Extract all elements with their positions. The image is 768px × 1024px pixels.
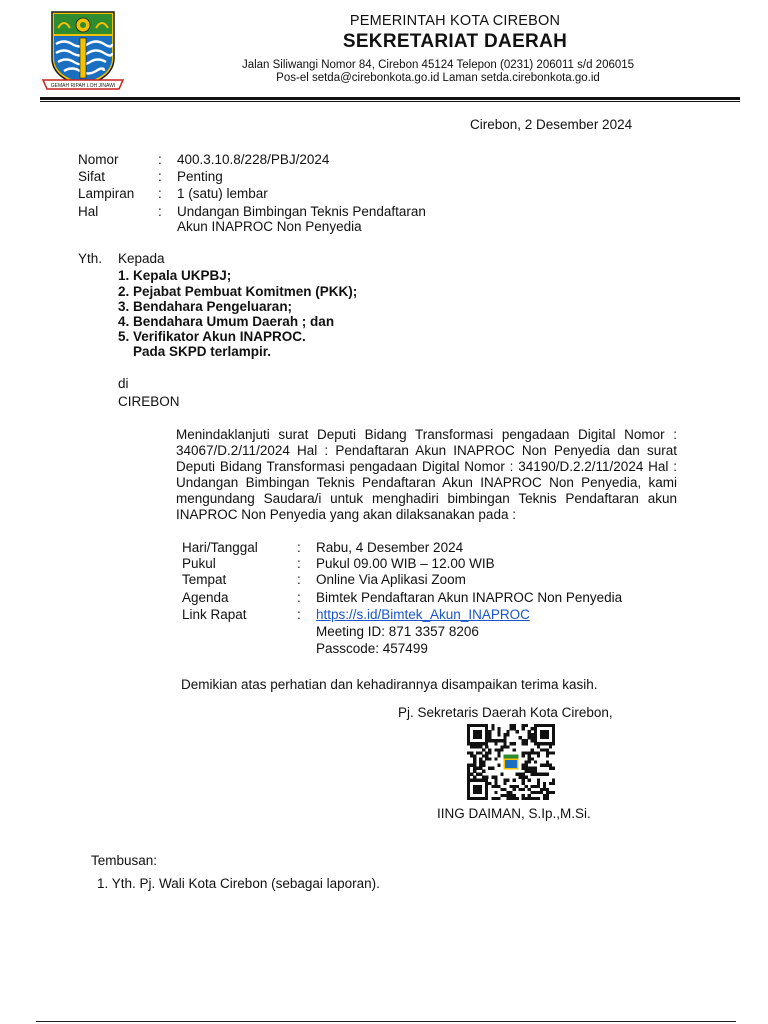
- schedule-label-date: Hari/Tanggal: [182, 540, 258, 555]
- footer-rule: [36, 1021, 736, 1022]
- signer-title: Pj. Sekretaris Daerah Kota Cirebon,: [398, 705, 613, 720]
- meta-value-lampiran: 1 (satu) lembar: [177, 186, 268, 201]
- city-crest-logo: [40, 8, 126, 92]
- schedule-label-place: Tempat: [182, 572, 227, 587]
- addressee-di: di: [118, 376, 129, 391]
- schedule-value-time: Pukul 09.00 WIB – 12.00 WIB: [316, 556, 495, 571]
- government-name: PEMERINTAH KOTA CIREBON: [349, 13, 561, 29]
- meta-colon: :: [158, 152, 162, 167]
- schedule-label-agenda: Agenda: [182, 590, 229, 605]
- schedule-label-time: Pukul: [182, 556, 216, 571]
- organization-name: SEKRETARIAT DAERAH: [342, 31, 568, 52]
- schedule-colon: :: [297, 607, 301, 622]
- cc-title: Tembusan:: [91, 853, 158, 868]
- schedule-value-place: Online Via Aplikasi Zoom: [316, 572, 466, 587]
- recipient-item: 1. Kepala UKPBJ;: [118, 268, 232, 283]
- meta-label-sifat: Sifat: [78, 169, 106, 184]
- schedule-value-date: Rabu, 4 Desember 2024: [316, 540, 464, 555]
- salutation-kepada: Kepada: [118, 251, 165, 266]
- signer-name: IING DAIMAN, S.Ip.,M.Si.: [437, 806, 591, 821]
- meeting-id: Meeting ID: 871 3357 8206: [316, 624, 479, 639]
- schedule-colon: :: [297, 540, 301, 555]
- schedule-label-link: Link Rapat: [182, 607, 247, 622]
- meeting-passcode: Passcode: 457499: [316, 641, 428, 656]
- letterhead-rule-thin: [40, 101, 740, 102]
- meta-label-lampiran: Lampiran: [78, 186, 135, 201]
- schedule-colon: :: [297, 556, 301, 571]
- meta-value-hal-line2: Akun INAPROC Non Penyedia: [177, 219, 362, 234]
- recipient-note: Pada SKPD terlampir.: [118, 344, 272, 359]
- meta-colon: :: [158, 169, 162, 184]
- body-paragraph: Menindaklanjuti surat Deputi Bidang Transformasi pengadaan Digital Nomor : 34067/D.2/11/2024 Hal : Pendaftaran Akun INAPROC Non Penyedia dan surat Deputi Bidang Transformasi pengadaan Digital Nomor : 34190/D.2.2/11/2024 Hal : Undangan Bimbingan Teknis Pendaftaran Akun INAPROC Non Penyedia, kami mengundang Saudara/i untuk menghadiri bimbingan Teknis Pendaftaran akun INAPROC Non Penyedia yang akan dilaksanakan pada :: [176, 427, 677, 522]
- schedule-colon: :: [297, 590, 301, 605]
- recipient-item: 3. Bendahara Pengeluaran;: [118, 299, 293, 314]
- office-address: Jalan Siliwangi Nomor 84, Cirebon 45124 Telepon (0231) 206011 s/d 206015: [241, 59, 635, 71]
- meeting-link[interactable]: https://s.id/Bimtek_Akun_INAPROC: [316, 607, 530, 622]
- schedule-value-agenda: Bimtek Pendaftaran Akun INAPROC Non Penyedia: [316, 590, 623, 605]
- meta-value-hal: Undangan Bimbingan Teknis Pendaftaran: [177, 204, 426, 219]
- letterhead-rule: [40, 97, 740, 100]
- meta-label-nomor: Nomor: [78, 152, 119, 167]
- schedule-colon: :: [297, 572, 301, 587]
- place-and-date: Cirebon, 2 Desember 2024: [470, 117, 633, 132]
- closing-sentence: Demikian atas perhatian dan kehadirannya disampaikan terima kasih.: [181, 677, 598, 692]
- meta-colon: :: [158, 186, 162, 201]
- cc-item: 1. Yth. Pj. Wali Kota Cirebon (sebagai laporan).: [97, 876, 380, 891]
- salutation-yth: Yth.: [78, 251, 103, 266]
- meta-colon: :: [158, 204, 162, 219]
- signature-qr-code: [467, 724, 555, 800]
- meta-value-sifat: Penting: [177, 169, 223, 184]
- recipient-item: 4. Bendahara Umum Daerah ; dan: [118, 314, 335, 329]
- recipient-item: 5. Verifikator Akun INAPROC.: [118, 329, 306, 344]
- logo-motto: GEMAH RIPAH LOH JINAWI: [50, 83, 116, 89]
- addressee-city: CIREBON: [118, 394, 180, 409]
- meta-value-nomor: 400.3.10.8/228/PBJ/2024: [177, 152, 330, 167]
- office-contact: Pos-el setda@cirebonkota.go.id Laman setda.cirebonkota.go.id: [276, 72, 600, 84]
- meta-label-hal: Hal: [78, 204, 99, 219]
- recipient-item: 2. Pejabat Pembuat Komitmen (PKK);: [118, 284, 358, 299]
